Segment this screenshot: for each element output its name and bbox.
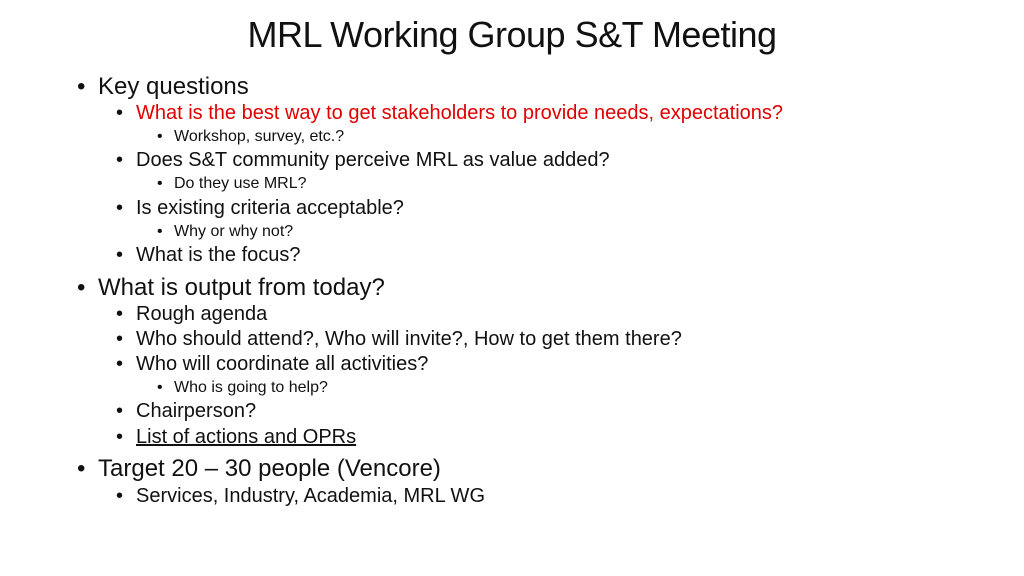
bullet-why: Why or why not? bbox=[174, 223, 294, 240]
bullet-criteria: Is existing criteria acceptable? bbox=[136, 197, 404, 219]
bullet-icon: • bbox=[116, 149, 124, 171]
bullet-chairperson: Chairperson? bbox=[136, 400, 257, 422]
bullet-target: Target 20 – 30 people (Vencore) bbox=[98, 455, 441, 482]
bullet-coordinate: Who will coordinate all activities? bbox=[136, 353, 429, 375]
bullet-icon: • bbox=[77, 73, 86, 100]
bullet-focus: What is the focus? bbox=[136, 244, 301, 266]
bullet-icon: • bbox=[116, 197, 124, 219]
bullet-actions-link[interactable]: List of actions and OPRs bbox=[136, 426, 357, 448]
bullet-services: Services, Industry, Academia, MRL WG bbox=[136, 485, 485, 507]
bullet-who-attend: Who should attend?, Who will invite?, How to get them there? bbox=[136, 328, 682, 350]
bullet-icon: • bbox=[116, 244, 124, 266]
bullet-output-today: What is output from today? bbox=[98, 274, 385, 301]
bullet-icon: • bbox=[116, 353, 124, 375]
bullet-workshop: Workshop, survey, etc.? bbox=[174, 128, 345, 145]
bullet-icon: • bbox=[157, 128, 163, 145]
bullet-icon: • bbox=[116, 426, 124, 448]
bullet-icon: • bbox=[116, 400, 124, 422]
bullet-icon: • bbox=[157, 175, 163, 192]
bullet-icon: • bbox=[157, 379, 163, 396]
bullet-icon: • bbox=[116, 303, 124, 325]
bullet-key-questions: Key questions bbox=[98, 73, 249, 100]
bullet-help: Who is going to help? bbox=[174, 379, 328, 396]
bullet-use-mrl: Do they use MRL? bbox=[174, 175, 307, 192]
bullet-rough-agenda: Rough agenda bbox=[136, 303, 268, 325]
bullet-stakeholder-question: What is the best way to get stakeholders to provide needs, expectations? bbox=[136, 102, 784, 124]
bullet-icon: • bbox=[116, 328, 124, 350]
bullet-value-added: Does S&T community perceive MRL as value added? bbox=[136, 149, 610, 171]
slide-title: MRL Working Group S&T Meeting bbox=[247, 14, 777, 55]
bullet-icon: • bbox=[116, 102, 124, 124]
bullet-icon: • bbox=[157, 223, 163, 240]
bullet-icon: • bbox=[77, 274, 86, 301]
bullet-icon: • bbox=[77, 455, 86, 482]
bullet-icon: • bbox=[116, 485, 124, 507]
